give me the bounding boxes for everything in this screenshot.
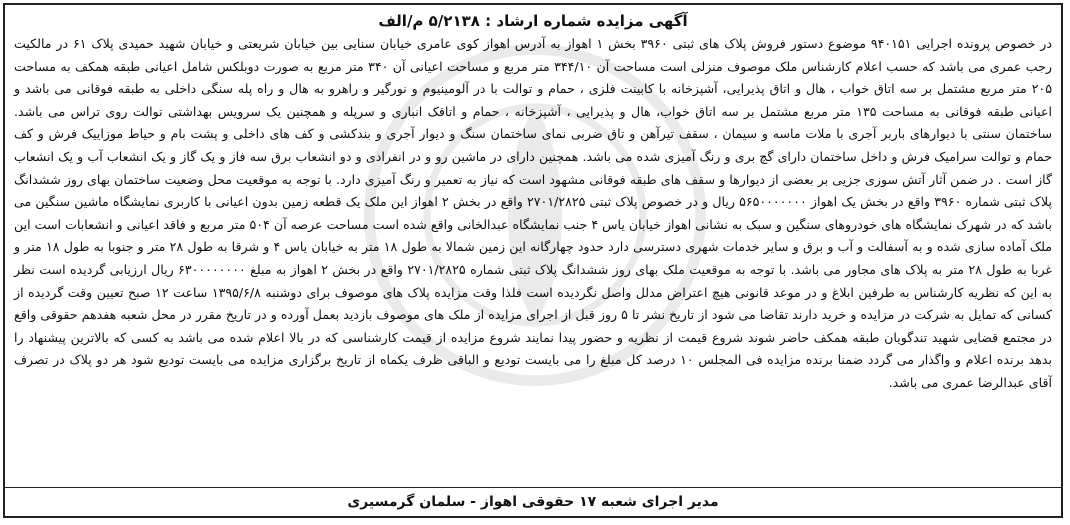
- signature-divider: [5, 487, 1061, 488]
- notice-body: [5, 33, 1061, 395]
- notice-title: آگهی مزایده شماره ارشاد : ۵/۲۱۳۸ م/الف: [378, 12, 688, 30]
- notice-frame: [3, 3, 1063, 518]
- notice-signature: مدیر اجرای شعبه ۱۷ حقوقی اهواز - سلمان گرمسیری: [347, 494, 719, 510]
- notice-paragraph: در خصوص پرونده اجرایی ۹۴۰۱۵۱ موضوع دستور فروش پلاک های ثبتی ۳۹۶۰ بخش ۱ اهواز به آدرس اهواز کوی عامری خیابان سنایی بین خیابان شریعتی و خیابان شهید حمیدی پلاک ۶۱ در مالکیت رجب عمری می باشد که حسب اعلام کارشناس ملک موصوف منزلی است مساحت آن ۳۴۴/۱۰ متر مربع و مساحت اعیانی آن ۳۴۰ متر مربع به صورت دوبلکس شامل اعیانی طبقه همکف به مساحت ۲۰۵ متر مربع مشتمل بر سه اتاق خواب ، هال و اتاق پذیرایی، آشپزخانه با کابینت فلزی ، حمام و توالت با در آلومینیوم و نورگیر و راهرو به هال و راه پله سنگی داخلی به طبقه فوقانی می باشد و اعیانی طبقه فوقانی به مساحت ۱۳۵ متر مربع مشتمل بر سه اتاق خواب، هال و پذیرایی ، آشپزخانه ، حمام و اتاقک انباری و سرپله و همچنین یک سرویس بهداشتی توالت روی تراس می باشد. ساختمان سنتی با دیوارهای باربر آجری با ملات ماسه و سیمان ، سقف تیرآهن و تاق ضربی نمای ساختمان سنگ و دیوار آجری و بندکشی و کف های داخلی و پشت بام و حیاط موزاییک فرش و کف حمام و توالت سرامیک فرش و داخل ساختمان دارای گچ بری و رنگ آمیزی شده می باشد. همچنین دارای در ماشین رو و در انفرادی و دو انشعاب برق سه فاز و یک گاز و یک انشعاب آب و یک انشعاب گاز است . در ضمن آثار آتش سوزی جزیی بر بعضی از دیوارها و سقف های طبقه فوقانی مشهود است که نیاز به تعمیر و رنگ آمیزی دارد. با توجه به موقعیت محل وضعیت ساختمان بهای روز ششدانگ پلاک ثبتی شماره ۳۹۶۰ واقع در بخش یک اهواز ۵۶۵۰۰۰۰۰۰۰ ریال و در خصوص پلاک ثبتی ۲۷۰۱/۲۸۲۵ واقع در بخش ۲ اهواز این ملک یک قطعه زمین بدون اعیانی با کاربری نمایشگاه ماشین سنگین می باشد که در شهرک نمایشگاه های خودروهای سنگین و سبک به نشانی اهواز خیابان یاس ۴ جنب نمایشگاه عبدالخانی واقع شده است مساحت عرصه آن ۵۰۴ متر مربع و فاقد اعیانی و انشعابات است این ملک آماده سازی شده و به آسفالت و آب و برق و سایر خدمات شهری دسترسی دارد حدود چهارگانه این زمین شمالا به طول ۱۸ متر به خیابان یاس ۴ و شرقا به طول ۲۸ متر و جنوبا به طول ۱۸ متر و غربا به طول ۲۸ متر به پلاک های مجاور می باشد. با توجه به موقعیت ملک بهای روز ششدانگ پلاک ثبتی شماره ۲۷۰۱/۲۸۲۵ واقع در بخش ۲ اهواز به مبلغ ۶۳۰۰۰۰۰۰۰۰ ریال ارزیابی گردیده است نظر به این که نظریه کارشناس به طرفین ابلاغ و در موعد قانونی هیچ اعتراض مدلل واصل نگردیده است فلذا وقت مزایده پلاک های موصوف برای دوشنبه ۱۳۹۵/۶/۸ ساعت ۱۲ صبح تعیین وقت گردیده از کسانی که تمایل به شرکت در مزایده و خرید دارند تقاضا می شود از تاریخ نشر تا ۵ روز قبل از اجرای مزایده از ملک های موصوف بازدید بعمل آورده و در تاریخ مقرر در محل شعبه هفدهم حقوقی واقع در مجتمع قضایی شهید تندگویان طبقه همکف حاضر شوند شروع قیمت از نظریه و حضور پیدا نمایند شروع مزایده از قیمت کارشناسی که در بالا اعلام شده می باشد به کسی که بالاترین پیشنهاد را بدهد برنده اعلام و واگذار می گردد ضمنا برنده مزایده فی المجلس ۱۰ درصد کل مبلغ را می بایست تودیع و الباقی ظرف یکماه از تاریخ برگزاری مزایده می بایست تودیع شود هر دو پلاک در تصرف آقای عبدالرضا عمری می باشد.: [14, 36, 1053, 390]
